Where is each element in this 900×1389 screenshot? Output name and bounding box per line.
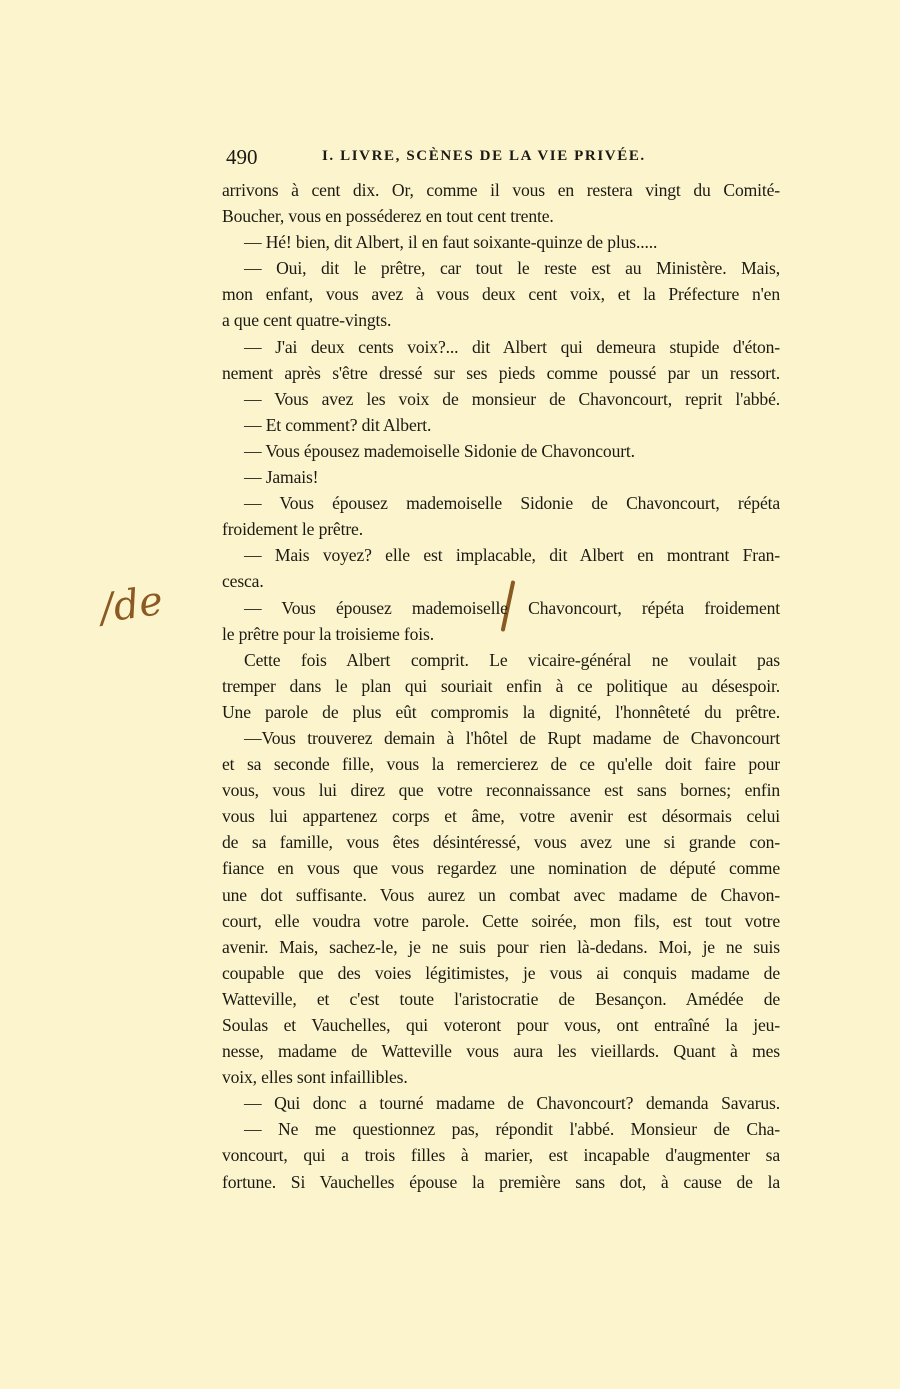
text-line: coupable que des voies légitimistes, je vous ai conquis madame de: [222, 962, 780, 983]
text-line: Boucher, vous en posséderez en tout cent trente.: [222, 206, 554, 227]
text-line: le prêtre pour la troisieme fois.: [222, 623, 434, 644]
text-line: avenir. Mais, sachez-le, je ne suis pour rien là-dedans. Moi, je ne suis: [222, 936, 780, 957]
text-line: — Et comment? dit Albert.: [244, 414, 432, 435]
text-line: — Vous avez les voix de monsieur de Chavoncourt, reprit l'abbé.: [244, 388, 780, 409]
text-line: une dot suffisante. Vous aurez un combat avec madame de Chavon-: [222, 884, 780, 905]
text-line: tremper dans le plan qui souriait enfin à ce politique au désespoir.: [222, 675, 780, 696]
text-line: — Vous épousez mademoiselle Sidonie de Chavoncourt.: [244, 440, 635, 461]
text-line: nesse, madame de Watteville vous aura les vieillards. Quant à mes: [222, 1041, 780, 1062]
text-line: Soulas et Vauchelles, qui voteront pour vous, ont entraîné la jeu-: [222, 1015, 780, 1035]
text-line: nement après s'être dressé sur ses pieds comme poussé par un ressort.: [222, 362, 780, 383]
text-line: court, elle voudra votre parole. Cette soirée, mon fils, est tout votre: [222, 910, 780, 931]
text-line: Watteville, et c'est toute l'aristocratie de Besançon. Amédée de: [222, 988, 780, 1009]
page-header: [226, 145, 786, 171]
text-line: —Vous trouverez demain à l'hôtel de Rupt madame de Chavoncourt: [244, 727, 780, 748]
text-line: voncourt, qui a trois filles à marier, est incapable d'augmenter sa: [222, 1145, 780, 1166]
text-line: Une parole de plus eût compromis la dignité, l'honnêteté du prêtre.: [222, 701, 780, 722]
text-line: mon enfant, vous avez à vous deux cent voix, et la Préfecture n'en: [222, 284, 780, 305]
text-line: arrivons à cent dix. Or, comme il vous en restera vingt du Comité-: [222, 180, 780, 200]
text-line: Cette fois Albert comprit. Le vicaire-général ne voulait pas: [244, 649, 780, 670]
text-line: — Mais voyez? elle est implacable, dit Albert en montrant Fran-: [244, 545, 780, 566]
text-line: — Qui donc a tourné madame de Chavoncourt? demanda Savarus.: [244, 1093, 780, 1114]
text-line: — Vous épousez mademoiselle Chavoncourt, répéta froidement: [244, 597, 780, 618]
text-line: a que cent quatre-vingts.: [222, 310, 392, 331]
text-line: cesca.: [222, 571, 264, 592]
text-line: vous, vous lui direz que votre reconnaissance est sans bornes; enfin: [222, 780, 780, 801]
text-line: — J'ai deux cents voix?... dit Albert qui demeura stupide d'éton-: [244, 336, 780, 357]
text-line: — Ne me questionnez pas, répondit l'abbé. Monsieur de Cha-: [244, 1119, 780, 1140]
text-line: — Vous épousez mademoiselle Sidonie de Chavoncourt, répéta: [244, 493, 780, 514]
text-line: fortune. Si Vauchelles épouse la première sans dot, à cause de la: [222, 1171, 780, 1192]
handwritten-margin-note: /de: [97, 577, 166, 633]
text-line: de sa famille, vous êtes désintéressé, vous avez une si grande con-: [222, 832, 780, 853]
text-line: — Oui, dit le prêtre, car tout le reste est au Ministère. Mais,: [244, 258, 780, 279]
text-line: froidement le prêtre.: [222, 519, 363, 540]
running-title: I. LIVRE, SCÈNES DE LA VIE PRIVÉE.: [322, 148, 646, 164]
text-line: — Hé! bien, dit Albert, il en faut soixante-quinze de plus.....: [244, 232, 658, 253]
text-line: et sa seconde fille, vous la remercierez de ce qu'elle doit faire pour: [222, 754, 780, 775]
text-line: fiance en vous que vous regardez une nomination de député comme: [222, 858, 780, 879]
text-line: voix, elles sont infaillibles.: [222, 1067, 408, 1088]
text-line: vous lui appartenez corps et âme, votre avenir est désormais celui: [222, 806, 780, 827]
page-body-text: [222, 177, 780, 1195]
page-number: 490: [226, 145, 258, 169]
text-line: — Jamais!: [244, 467, 319, 488]
